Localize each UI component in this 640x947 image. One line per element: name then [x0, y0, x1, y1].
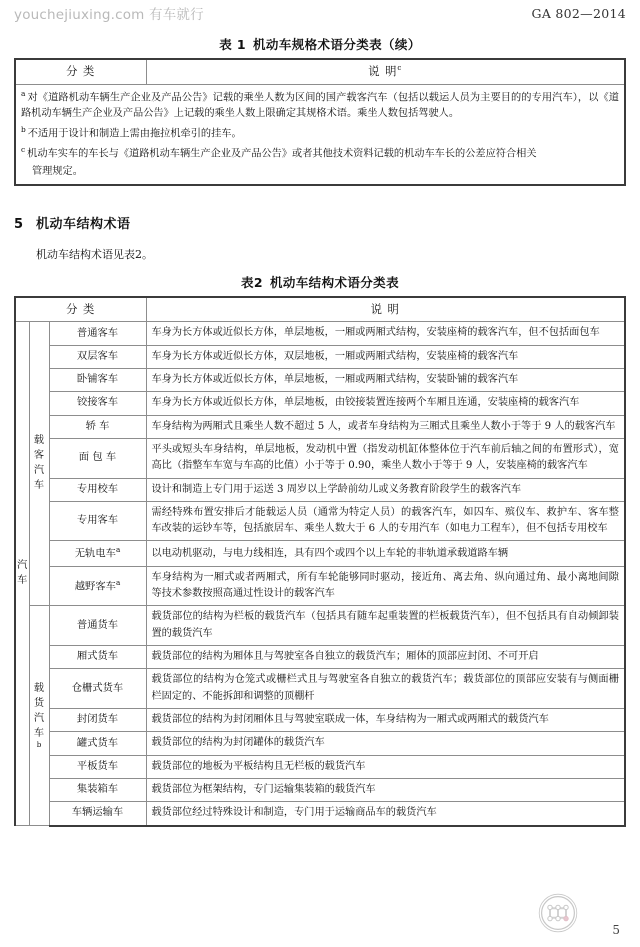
row-type-1-2: 仓栅式货车 [49, 669, 146, 709]
group-0-char-1: 客 [33, 450, 45, 462]
table1-caption-title: 机动车规格术语分类表（续） [253, 37, 421, 52]
table2-row [15, 669, 625, 709]
row-desc-1-5: 载货部位的地板为平板结构且无栏板的载货汽车 [146, 755, 625, 778]
row-type-0-7: 专用客车 [49, 501, 146, 541]
row-desc-1-3: 载货部位的结构为封闭厢体且与驾驶室联成一体，车身结构为一厢式或两厢式的载货汽车 [146, 709, 625, 732]
group-0-category-label [35, 434, 44, 493]
group-1-category-label [35, 682, 44, 749]
row-type-0-2: 卧铺客车 [49, 368, 146, 391]
standard-number: GA 802—2014 [531, 5, 626, 21]
footnote-c-marker: c [21, 144, 26, 154]
row-type-0-0: 普通客车 [49, 322, 146, 345]
footnote-c-text-cont: 管理规定。 [32, 165, 83, 177]
row-type-0-4: 轿 车 [49, 415, 146, 438]
table1-caption-label: 表 1 [219, 37, 247, 52]
row-type-1-3: 封闭货车 [49, 709, 146, 732]
row-type-0-8-label: 无轨电车 [74, 547, 116, 560]
row-desc-1-6: 载货部位为框架结构，专门运输集装箱的载货汽车 [146, 778, 625, 801]
group-1-category-cell [29, 606, 49, 826]
table1-caption [14, 35, 626, 53]
table2-row [15, 415, 625, 438]
level1-char-1: 车 [17, 574, 28, 586]
footnote-b [21, 124, 619, 143]
table1-col-description-label: 说 明 [368, 65, 398, 78]
table2-row [15, 392, 625, 415]
table1-col-category: 分 类 [15, 59, 146, 84]
table2-row [15, 755, 625, 778]
footnote-c [21, 144, 619, 163]
row-type-1-1: 厢式货车 [49, 646, 146, 669]
footnote-b-text: 不适用于设计和制造上需由拖拉机牵引的挂车。 [27, 128, 242, 140]
row-type-1-5: 平板货车 [49, 755, 146, 778]
table2-row [15, 438, 625, 478]
table2-col-description: 说 明 [146, 297, 625, 322]
row-desc-0-3: 车身为长方体或近似长方体，单层地板，由铰接装置连接两个车厢且连通，安装座椅的载客汽车 [146, 392, 625, 415]
footnote-c-text: 机动车实车的车长与《道路机动车辆生产企业及产品公告》或者其他技术资料记载的机动车车长的公差应符合相关 [27, 148, 537, 160]
row-desc-1-7: 载货部位经过特殊设计和制造，专门用于运输商品车的载货汽车 [146, 802, 625, 826]
table2-row [15, 732, 625, 755]
row-desc-0-4: 车身结构为两厢式且乘坐人数不超过 5 人，或者车身结构为三厢式且乘坐人数小于等于 9 人的载客汽车 [146, 415, 625, 438]
clause-5-heading [14, 213, 626, 232]
level1-category-cell [15, 322, 29, 826]
row-desc-0-1: 车身为长方体或近似长方体，双层地板，一厢或两厢式结构，安装座椅的载客汽车 [146, 345, 625, 368]
row-type-1-0: 普通货车 [49, 606, 146, 646]
clause-5-title: 机动车结构术语 [36, 217, 131, 233]
footnote-a-text: 对《道路机动车辆生产企业及产品公告》记载的乘坐人数为区间的国产载客汽车（包括以载运人员为主要目的的专用汽车），以《道路机动车辆生产企业及产品公告》上记载的乘坐人数上限确定其规格术语。乘坐人数包括驾驶人。 [21, 91, 619, 120]
row-desc-1-4: 载货部位的结构为封闭罐体的载货汽车 [146, 732, 625, 755]
group-1-char-1: 货 [33, 698, 45, 710]
table1-footnote-row [15, 84, 625, 185]
footnote-a-marker: a [21, 88, 26, 98]
row-desc-0-7: 需经特殊布置安排后才能载运人员（通常为特定人员）的载客汽车，如囚车、殡仪车、救护车、客车整车改装的运钞车等，包括旅居车、乘坐人数大于 6 人的专用汽车（如电力工程车），但不包括专用校车 [146, 501, 625, 541]
footnote-a [21, 88, 619, 123]
row-type-0-9 [49, 566, 146, 606]
row-desc-0-0: 车身为长方体或近似长方体，单层地板，一厢或两厢式结构，安装座椅的载客汽车，但不包括面包车 [146, 322, 625, 345]
row-desc-1-2: 载货部位的结构为仓笼式或栅栏式且与驾驶室各自独立的载货汽车；载货部位的顶部应安装有与侧面栅栏固定的、不能拆卸和调整的顶棚杆 [146, 669, 625, 709]
row-desc-1-0: 载货部位的结构为栏板的载货汽车（包括具有随车起重装置的栏板载货汽车），但不包括具有自动倾卸装置的载货汽车 [146, 606, 625, 646]
row-type-0-8-footnote: a [115, 545, 121, 555]
table1 [14, 58, 626, 186]
group-0-char-3: 车 [33, 479, 45, 491]
level1-char-0: 汽 [17, 559, 28, 571]
row-desc-0-2: 车身为长方体或近似长方体，单层地板，一厢或两厢式结构，安装卧铺的载客汽车 [146, 368, 625, 391]
table2-caption [14, 273, 626, 291]
table2-row [15, 646, 625, 669]
page-footer [14, 881, 626, 939]
table1-col-description-footnote: c [397, 64, 403, 73]
table2-header-row [15, 297, 625, 322]
table2 [14, 296, 626, 827]
table2-row [15, 478, 625, 501]
table2-row [15, 345, 625, 368]
row-type-0-9-label: 越野客车 [74, 580, 116, 593]
row-desc-0-6: 设计和制造上专门用于运送 3 周岁以上学龄前幼儿或义务教育阶段学生的载客汽车 [146, 478, 625, 501]
row-desc-0-9: 车身结构为一厢式或者两厢式，所有车轮能够同时驱动，接近角、离去角、纵向通过角、最小离地间隙等技术参数按照高通过性设计的载客汽车 [146, 566, 625, 606]
table2-row [15, 322, 625, 345]
group-1-char-0: 载 [33, 683, 45, 695]
table2-caption-label: 表2 [240, 274, 263, 290]
clause-5-number: 5 [14, 217, 24, 233]
table2-row [15, 606, 625, 646]
table1-header-row [15, 59, 625, 84]
row-type-0-6: 专用校车 [49, 478, 146, 501]
group-0-char-2: 汽 [33, 464, 45, 476]
clause-5-paragraph: 机动车结构术语见表2。 [36, 248, 153, 262]
table2-row [15, 778, 625, 801]
table2-row [15, 501, 625, 541]
row-type-0-5: 面 包 车 [49, 438, 146, 478]
row-type-0-9-footnote: a [115, 577, 121, 587]
table2-row [15, 541, 625, 566]
row-type-1-4: 罐式货车 [49, 732, 146, 755]
site-watermark: youchejiuxing.com 有车就行 [14, 7, 204, 23]
table2-col-category: 分 类 [15, 297, 146, 322]
table2-caption-title: 机动车结构术语分类表 [269, 274, 399, 290]
table1-footnotes [15, 84, 625, 185]
row-desc-0-5: 平头或短头车身结构，单层地板，发动机中置（指发动机缸体整体位于汽车前后轴之间的布置形式），宽高比（指整车车宽与车高的比值）小于等于 0.90，乘坐人数小于等于 9 人，安装座椅的载客汽车 [146, 438, 625, 478]
group-0-char-0: 载 [33, 435, 45, 447]
table2-row [15, 802, 625, 826]
level1-category-label [17, 559, 28, 589]
footnote-b-marker: b [21, 124, 26, 134]
table2-row [15, 566, 625, 606]
group-0-category-cell [29, 322, 49, 606]
running-header [14, 0, 626, 26]
row-desc-1-1: 载货部位的结构为厢体且与驾驶室各自独立的载货汽车；厢体的顶部应封闭、不可开启 [146, 646, 625, 669]
table2-row [15, 709, 625, 732]
page-number: 5 [612, 923, 620, 937]
row-type-0-8 [49, 541, 146, 566]
table1-col-description [146, 59, 625, 84]
group-1-char-2: 汽 [33, 712, 45, 724]
row-type-0-3: 铰接客车 [49, 392, 146, 415]
row-desc-0-8: 以电动机驱动，与电力线相连，具有四个或四个以上车轮的非轨道承载道路车辆 [146, 541, 625, 566]
group-1-footnote: b [36, 740, 42, 750]
row-type-0-1: 双层客车 [49, 345, 146, 368]
row-type-1-7: 车辆运输车 [49, 802, 146, 826]
row-type-1-6: 集装箱车 [49, 778, 146, 801]
group-1-char-3: 车 [33, 727, 45, 739]
table2-row [15, 368, 625, 391]
gear-shift-logo-icon [538, 893, 578, 933]
